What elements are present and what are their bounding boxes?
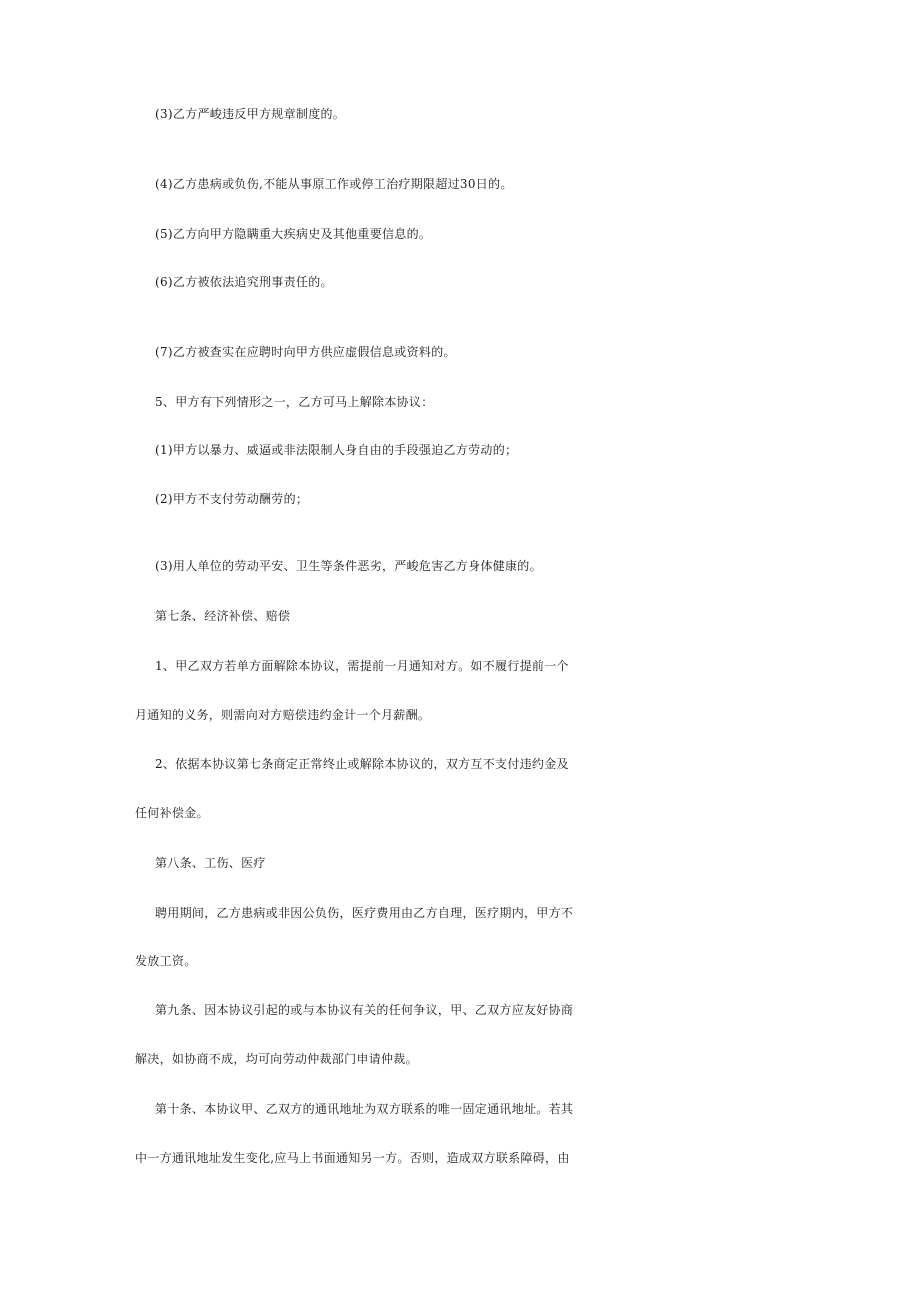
clause-line-3: (5)乙方向甲方隐瞒重大疾病史及其他重要信息的。 [155,227,432,241]
clause-line-17: 发放工资。 [135,954,197,968]
clause-line-7: (1)甲方以暴力、威逼或非法限制人身自由的手段强迫乙方劳动的； [155,443,518,457]
article-9-line-2: 解决，如协商不成，均可向劳动仲裁部门申请仲裁。 [135,1052,418,1066]
clause-line-6: 5、甲方有下列情形之一，乙方可马上解除本协议： [155,395,434,409]
clause-line-4: (6)乙方被依法追究刑事责任的。 [155,275,333,289]
clause-line-2: (4)乙方患病或负伤,不能从事原工作或停工治疗期限超过30日的。 [155,177,513,191]
clause-line-16: 聘用期间，乙方患病或非因公负伤，医疗费用由乙方自理，医疗期内，甲方不 [155,906,574,920]
clause-line-9: (3)用人单位的劳动平安、卫生等条件恶劣，严峻危害乙方身体健康的。 [155,559,542,573]
article-10-line-1: 第十条、本协议甲、乙双方的通讯地址为双方联系的唯一固定通讯地址。若其 [155,1102,574,1116]
article-7-heading: 第七条、经济补偿、赔偿 [155,609,291,623]
clause-line-12: 月通知的义务，则需向对方赔偿违约金计一个月薪酬。 [135,708,431,722]
article-8-heading: 第八条、工伤、医疗 [155,856,266,870]
article-9-line-1: 第九条、因本协议引起的或与本协议有关的任何争议，甲、乙双方应友好协商 [155,1003,574,1017]
clause-line-8: (2)甲方不支付劳动酬劳的； [155,492,309,506]
clause-line-13: 2、依据本协议第七条商定正常终止或解除本协议的，双方互不支付违约金及 [155,757,569,771]
clause-line-5: (7)乙方被查实在应聘时向甲方供应虚假信息或资料的。 [155,345,456,359]
clause-line-1: (3)乙方严峻违反甲方规章制度的。 [155,107,346,121]
clause-line-11: 1、甲乙双方若单方面解除本协议，需提前一月通知对方。如不履行提前一个 [155,659,569,673]
article-10-line-2: 中一方通讯地址发生变化,应马上书面通知另一方。否则，造成双方联系障碍，由 [135,1151,570,1165]
clause-line-14: 任何补偿金。 [135,806,209,820]
